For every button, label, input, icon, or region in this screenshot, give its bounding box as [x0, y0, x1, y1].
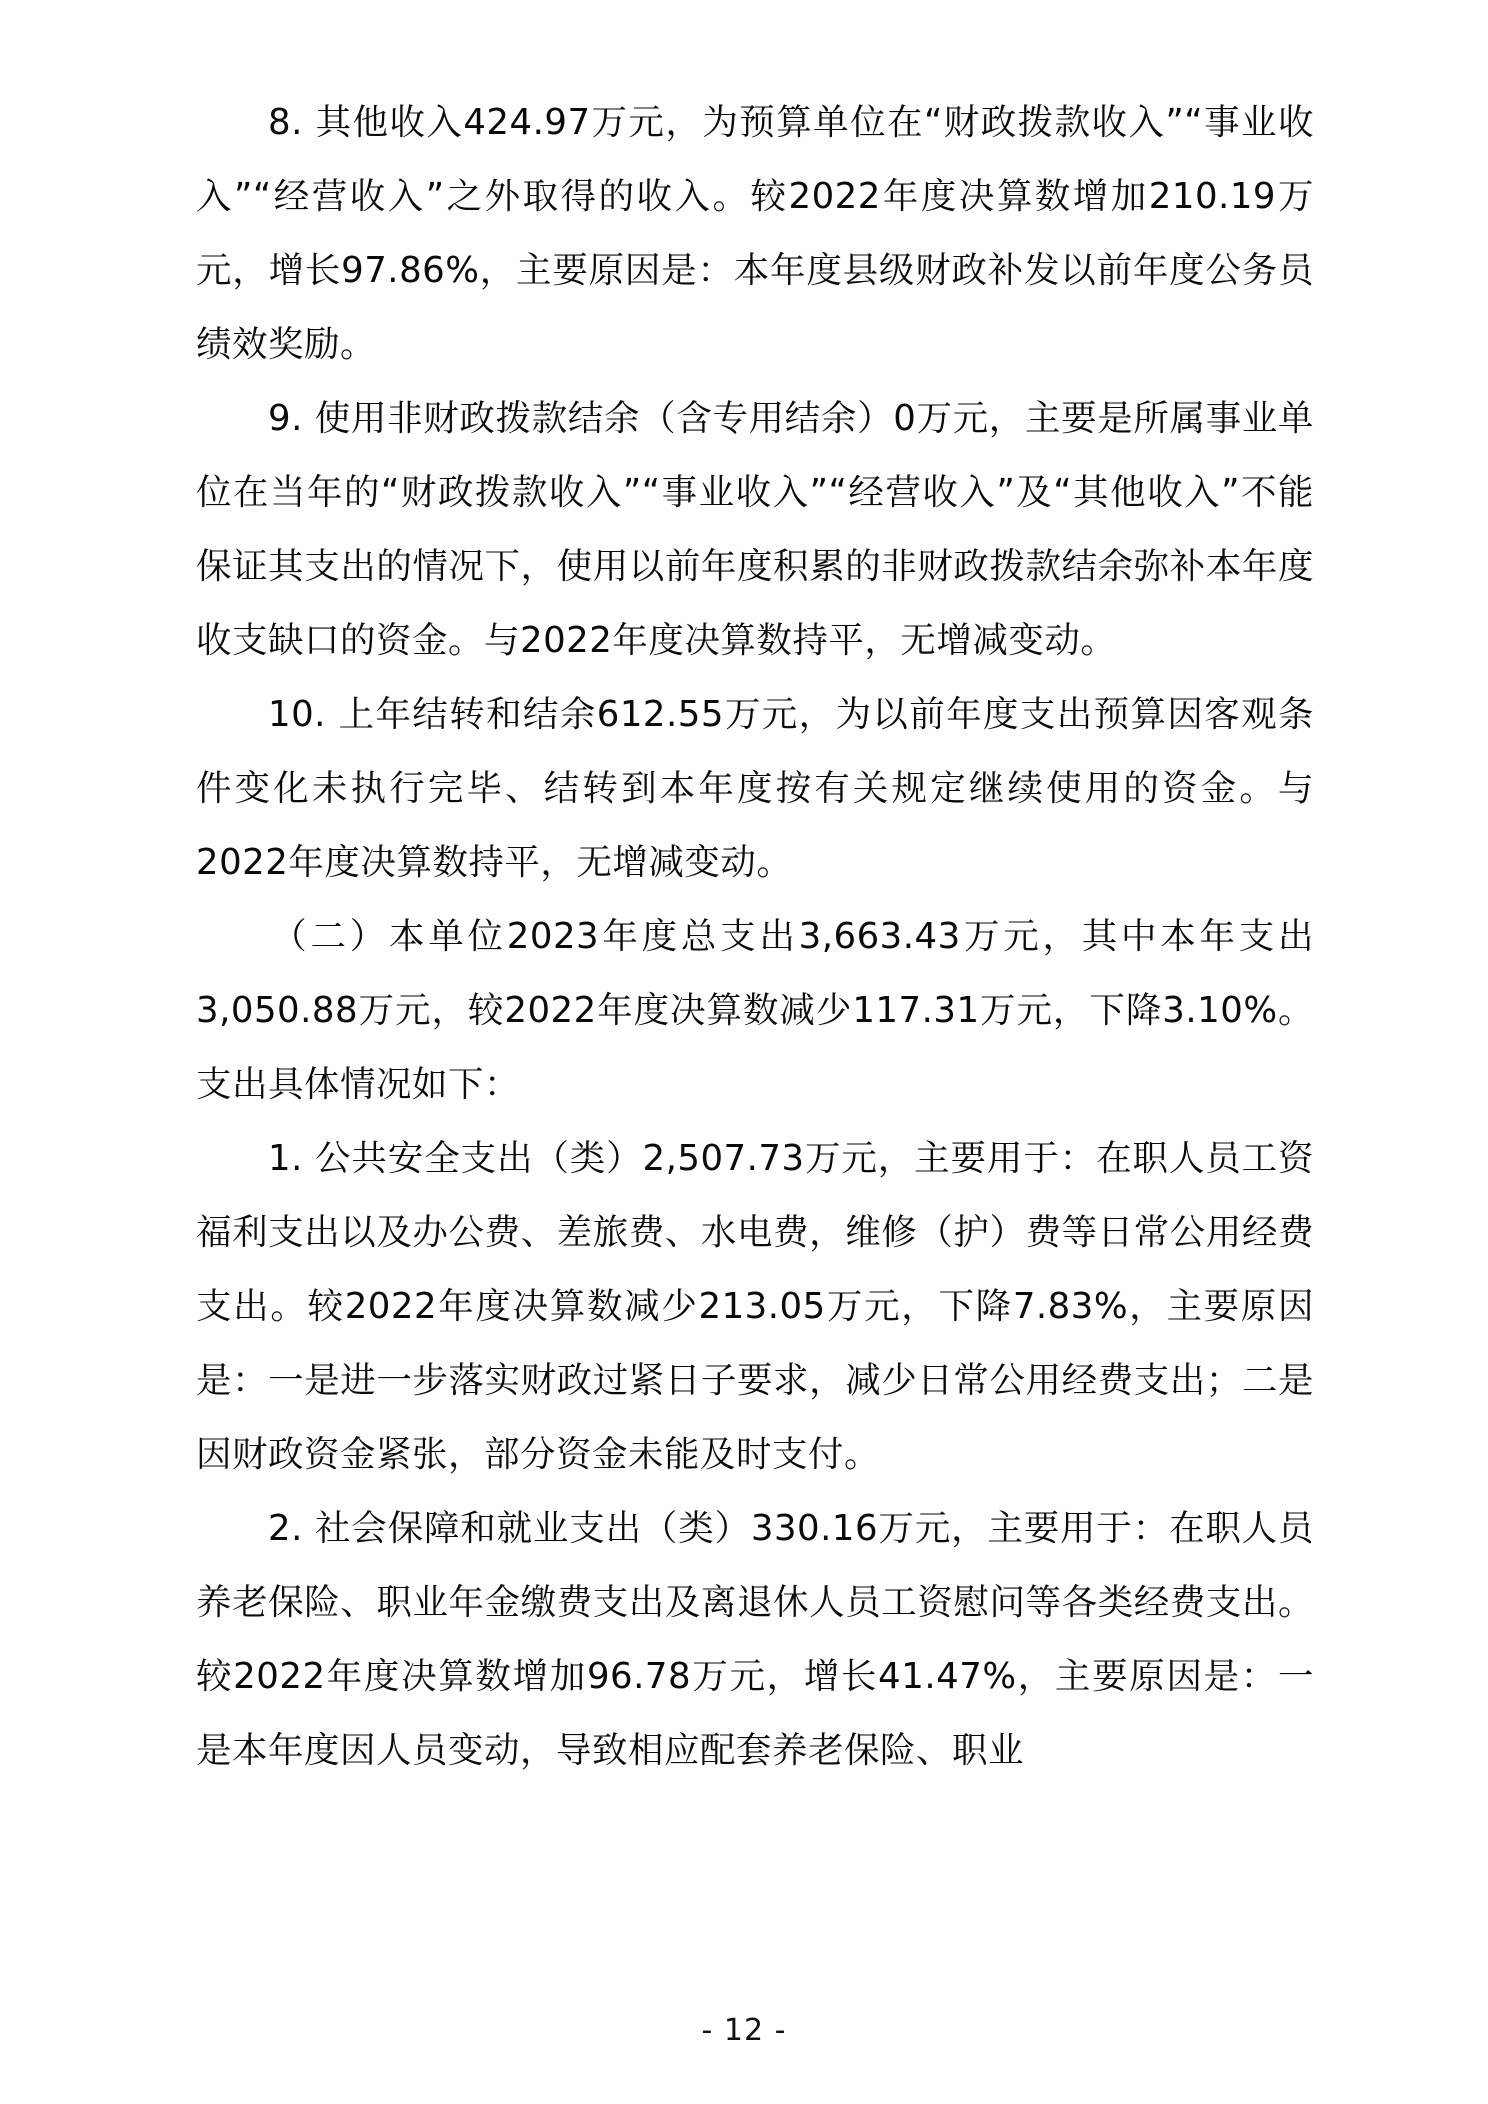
paragraph-expense-1: [196, 1122, 1314, 1492]
page-number: - 12 -: [701, 2013, 787, 2048]
paragraph-text: 9. 使用非财政拨款结余（含专用结余）0万元，主要是所属事业单位在当年的“财政拨款收入”“事业收入”“经营收入”及“其他收入”不能保证其支出的情况下，使用以前年度积累的非财政拨款结余弥补本年度收支缺口的资金。与2022年度决算数持平，无增减变动。: [196, 398, 1314, 661]
paragraph-text: 2. 社会保障和就业支出（类）330.16万元，主要用于：在职人员养老保险、职业年金缴费支出及离退休人员工资慰问等各类经费支出。较2022年度决算数增加96.78万元，增长41.47%，主要原因是：一是本年度因人员变动，导致相应配套养老保险、职业: [196, 1508, 1314, 1771]
paragraph-item-8: [196, 86, 1314, 382]
paragraph-item-10: [196, 678, 1314, 900]
paragraph-text: 1. 公共安全支出（类）2,507.73万元，主要用于：在职人员工资福利支出以及办公费、差旅费、水电费，维修（护）费等日常公用经费支出。较2022年度决算数减少213.05万元，下降7.83%，主要原因是：一是进一步落实财政过紧日子要求，减少日常公用经费支出；二是因财政资金紧张，部分资金未能及时支付。: [196, 1138, 1314, 1475]
paragraph-text: 8. 其他收入424.97万元，为预算单位在“财政拨款收入”“事业收入”“经营收入”之外取得的收入。较2022年度决算数增加210.19万元，增长97.86%，主要原因是：本年度县级财政补发以前年度公务员绩效奖励。: [196, 102, 1314, 365]
paragraph-text: 10. 上年结转和结余612.55万元，为以前年度支出预算因客观条件变化未执行完毕、结转到本年度按有关规定继续使用的资金。与2022年度决算数持平，无增减变动。: [196, 694, 1314, 883]
page-body: [196, 86, 1314, 1788]
paragraph-expense-2: [196, 1492, 1314, 1788]
paragraph-section-2: [196, 900, 1314, 1122]
paragraph-item-9: [196, 382, 1314, 678]
paragraph-text: （二）本单位2023年度总支出3,663.43万元，其中本年支出3,050.88万元，较2022年度决算数减少117.31万元，下降3.10%。支出具体情况如下：: [196, 916, 1314, 1105]
